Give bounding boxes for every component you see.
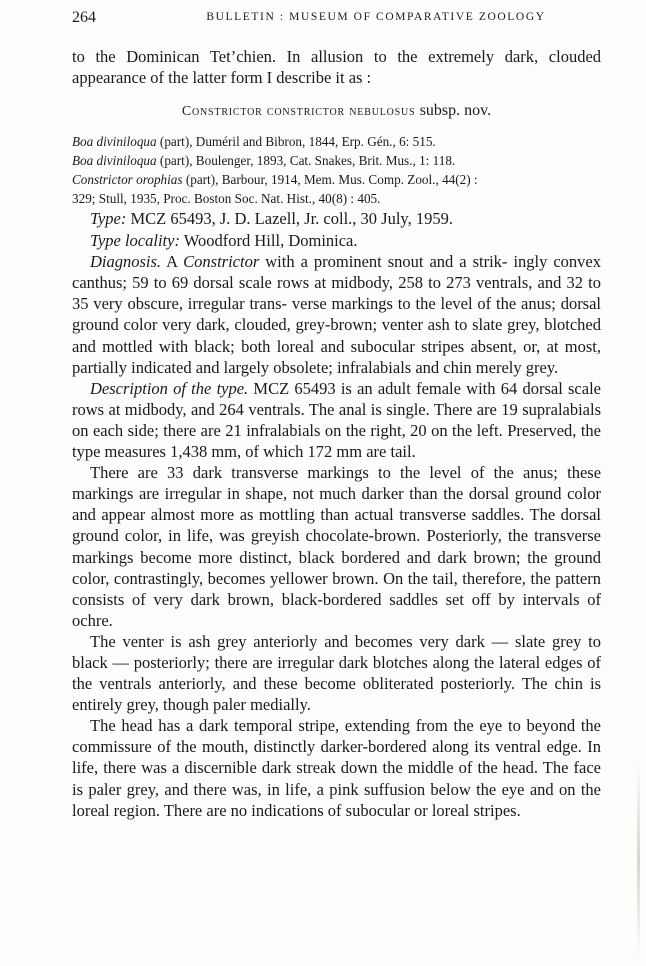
type-text: MCZ 65493, J. D. Lazell, Jr. coll., 30 July, 1959. <box>126 209 453 229</box>
text-body <box>72 46 601 821</box>
body-paragraph <box>72 715 601 820</box>
paragraph-text: these become obliterated posteriorly. The chin is entirely grey, <box>72 674 602 715</box>
paragraph-text: on the loreal region. There are no indications of subocular or <box>72 779 601 820</box>
diagnosis-text: or, at most, partially indicated and largely obsolete; infralabials <box>72 336 601 377</box>
paragraph-text: dark streak down the middle of the head. The face is paler <box>72 758 602 799</box>
body-paragraph <box>72 462 601 631</box>
type-locality-text: Woodford Hill, Dominica. <box>179 230 358 250</box>
intro-line-2: clouded appearance of the latter form I describe it as : <box>72 47 602 88</box>
synonymy-entry <box>72 189 601 208</box>
paragraph-text: to beyond the commissure of the mouth, distinctly darker- <box>72 716 602 757</box>
taxon-title <box>72 102 601 120</box>
description-text: infralabials on the right, 20 on the left. Preserved, the type <box>72 420 601 462</box>
diagnosis-text: and mottled with black; both loreal and subocular stripes absent, <box>72 336 517 356</box>
synonymy-entry <box>72 170 601 189</box>
paragraph-text: The venter is ash grey anteriorly and becomes very dark — <box>90 631 509 651</box>
diagnosis-text: A <box>161 252 184 272</box>
page-edge-shadow <box>637 760 640 960</box>
diagnosis-text: verse markings to the level of the anus; dorsal ground color very <box>72 294 602 335</box>
synonym-taxon: Constrictor orophias <box>72 172 183 188</box>
synonymy-entry <box>72 132 601 151</box>
description-label: Description of the type. <box>90 378 249 398</box>
paragraph-text: actual transverse saddles. The dorsal ground color, in life, was <box>72 505 602 546</box>
paragraph-text: the dorsal ground color and appear almost more as mottling than <box>72 484 601 525</box>
page-header <box>72 9 602 33</box>
paragraph-text: bordered saddles set off by intervals of ochre. <box>72 589 601 630</box>
running-head: BULLETIN : MUSEUM OF COMPARATIVE ZOOLOGY <box>206 11 546 23</box>
paragraph-text: though paler medially. <box>163 695 311 715</box>
type-label: Type: <box>90 209 127 229</box>
synonym-citation: (part), Duméril and Bibron, 1844, Erp. Gén., 6: 515. <box>156 134 436 150</box>
synonym-citation: (part), Barbour, 1914, Mem. Mus. Comp. Zool., 44(2) : <box>182 172 478 188</box>
synonym-taxon: Boa diviniloqua <box>72 153 157 169</box>
synonym-citation: 329; Stull, 1935, Proc. Boston Soc. Nat. Hist., 40(8) : 405. <box>72 191 381 207</box>
page-number: 264 <box>72 9 96 26</box>
diagnosis-text: 258 to 273 ventrals, and 32 to 35 very obscure, irregular trans- <box>72 273 601 314</box>
diagnosis-text: ingly convex canthus; 59 to 69 dorsal scale rows at midbody, <box>72 252 601 293</box>
paragraph-text: The head has a dark temporal stripe, extending from the eye <box>90 716 503 736</box>
genus-name: Constrictor <box>183 252 260 272</box>
diagnosis-text: and chin merely grey. <box>415 357 559 377</box>
paragraph-text: blotches along the lateral edges of the ventrals anteriorly, and <box>72 652 601 694</box>
intro-line-1: to the Dominican Tet’chien. In allusion to the extremely dark, <box>72 47 539 66</box>
type-locality-label: Type locality: <box>90 230 180 250</box>
diagnosis-label: Diagnosis. <box>90 252 162 272</box>
synonym-citation: (part), Boulenger, 1893, Cat. Snakes, Brit. Mus., 1: 118. <box>156 153 456 169</box>
paragraph-text: greyish chocolate-brown. Posteriorly, the transverse markings <box>72 526 602 567</box>
description-text: MCZ 65493 is an adult female with <box>248 378 496 398</box>
paragraph-text: bordered along its ventral edge. In life, there was a discernible <box>72 737 601 778</box>
taxon-name: Constrictor constrictor nebulosus <box>181 104 416 120</box>
type-line <box>72 208 601 230</box>
description-paragraph <box>72 378 601 462</box>
synonym-taxon: Boa diviniloqua <box>72 134 157 150</box>
description-text: 64 dorsal scale rows at midbody, and 264 ventrals. The anal is <box>72 378 601 419</box>
diagnosis-text: dark, clouded, grey-brown; venter ash to slate grey, blotched <box>196 315 602 335</box>
description-text: measures 1,438 mm, of which 172 mm are tail. <box>104 442 416 462</box>
paragraph-text: become more distinct, black bordered and dark brown; the <box>140 547 548 567</box>
body-paragraph <box>72 631 601 715</box>
synonymy-list <box>72 132 601 208</box>
diagnosis-text: with a prominent snout and a strik- <box>259 252 508 272</box>
description-text: single. There are 19 supralabials on each side; there are 21 <box>72 399 602 440</box>
intro-paragraph <box>72 46 601 88</box>
paragraph-text: loreal stripes. <box>431 800 521 820</box>
paragraph-text: ground color, contrastingly, becomes yellower brown. On the <box>72 547 602 588</box>
synonymy-entry <box>72 151 601 170</box>
paragraph-text: tail, therefore, the pattern consists of very dark brown, black- <box>72 568 602 609</box>
paragraph-text: grey, and there was, in life, a pink suffusion below the eye and <box>126 779 554 799</box>
paragraph-text: There are 33 dark transverse markings to the level of the anus; <box>90 463 558 483</box>
paragraph-text: slate grey to black — posteriorly; there are irregular dark <box>72 631 602 672</box>
diagnosis-paragraph <box>72 251 601 378</box>
taxon-suffix: subsp. nov. <box>419 102 492 120</box>
type-locality-line <box>72 230 601 252</box>
paragraph-text: these markings are irregular in shape, not much darker than <box>72 463 602 504</box>
